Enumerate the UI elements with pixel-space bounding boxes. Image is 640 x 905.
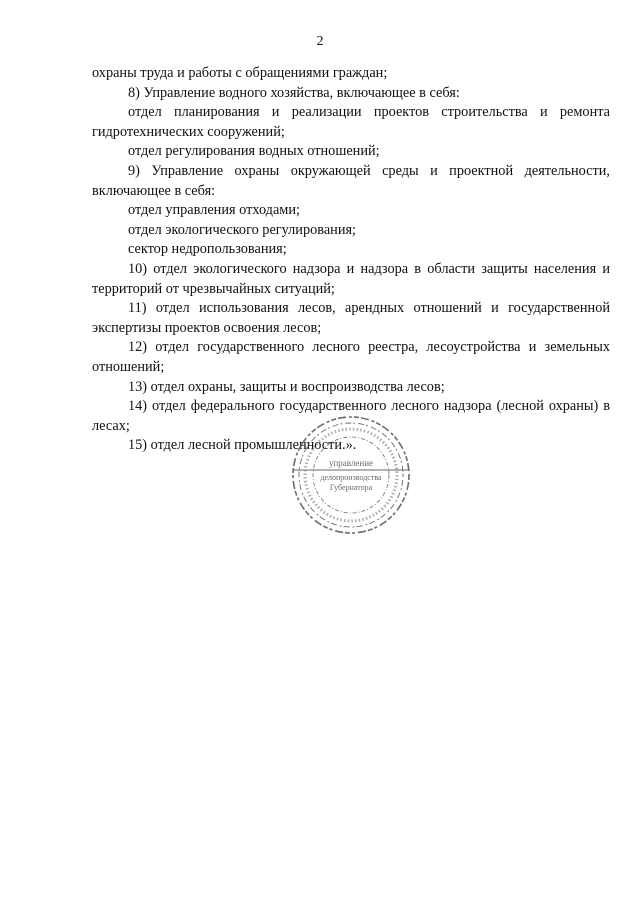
seal-text-line-2: делопроизводства bbox=[320, 473, 382, 482]
seal-text-line-1: управление bbox=[328, 458, 374, 468]
paragraph: отдел экологического регулирования; bbox=[128, 221, 357, 238]
paragraph: сектор недропользования; bbox=[128, 241, 287, 258]
paragraph: 8) Управление водного хозяйства, включающее в себя: bbox=[128, 84, 460, 101]
seal-text-line-3: Губернатора bbox=[329, 483, 373, 492]
paragraph: отдел планирования и реализации проектов строительства и ремонта гидротехнических сооружений; bbox=[92, 104, 610, 140]
official-seal-stamp bbox=[290, 414, 412, 536]
paragraph: 13) отдел охраны, защиты и воспроизводства лесов; bbox=[128, 378, 445, 395]
paragraph: 11) отдел использования лесов, арендных отношений и государственной экспертизы проектов освоения лесов; bbox=[92, 300, 610, 336]
paragraph: охраны труда и работы с обращениями граждан; bbox=[92, 65, 388, 81]
seal-graphic bbox=[290, 414, 412, 536]
paragraph: 9) Управление охраны окружающей среды и проектной деятельности, включающее в себя: bbox=[92, 162, 610, 199]
page-number: 2 bbox=[316, 34, 324, 49]
document-body bbox=[92, 64, 610, 456]
paragraph: отдел управления отходами; bbox=[128, 202, 300, 219]
paragraph: 15) отдел лесной промышленности.». bbox=[128, 437, 357, 454]
paragraph: 14) отдел федерального государственного лесного надзора (лесной охраны) в лесах; bbox=[92, 398, 610, 434]
paragraph: 12) отдел государственного лесного реестра, лесоустройства и земельных отношений; bbox=[92, 339, 610, 375]
paragraph: отдел регулирования водных отношений; bbox=[128, 143, 380, 160]
paragraph: 10) отдел экологического надзора и надзора в области защиты населения и территорий от чрезвычайных ситуаций; bbox=[92, 260, 610, 297]
